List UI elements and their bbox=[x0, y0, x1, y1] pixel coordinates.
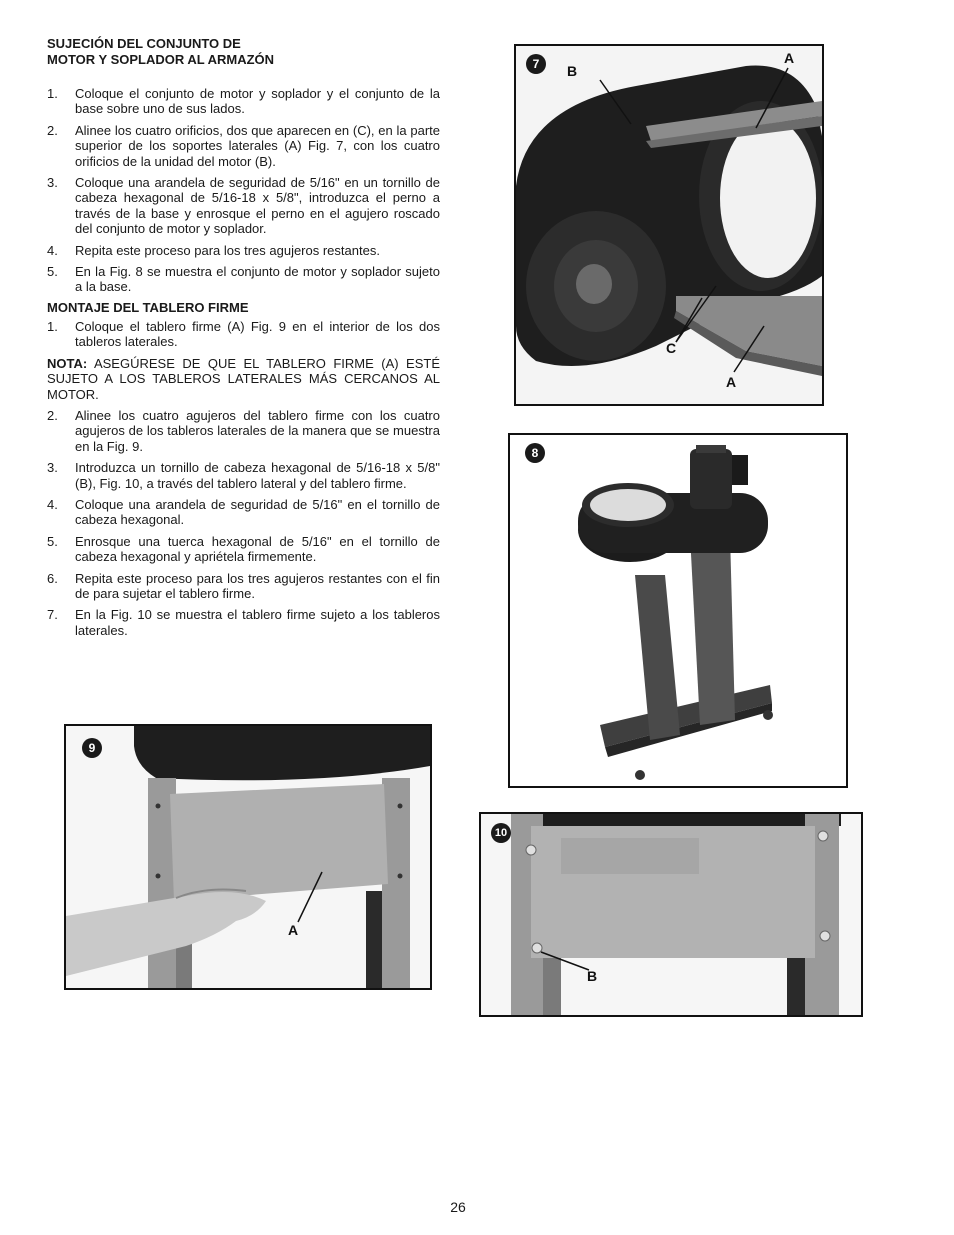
step-text: En la Fig. 8 se muestra el conjunto de motor y soplador sujeto a la base. bbox=[75, 264, 440, 295]
note-paragraph bbox=[47, 356, 440, 402]
step-2-7 bbox=[47, 607, 440, 638]
section-heading-motor-blower bbox=[47, 36, 440, 68]
step-text: Repita este proceso para los tres agujeros restantes. bbox=[75, 242, 380, 258]
step-1-2 bbox=[47, 123, 440, 169]
step-text: Enrosque una tuerca hexagonal de 5/16" en el tornillo de cabeza hexagonal y apriétela firmemente. bbox=[75, 533, 440, 565]
figure-9-badge: 9 bbox=[82, 738, 102, 758]
callout-b: B bbox=[587, 968, 598, 984]
figure-10-badge: 10 bbox=[491, 823, 511, 843]
step-number: 4. bbox=[47, 242, 58, 258]
step-text: Coloque el conjunto de motor y soplador y el conjunto de la base sobre uno de sus lados. bbox=[75, 86, 440, 117]
step-text: Repita este proceso para los tres agujeros restantes con el fin de para sujetar el tablero firme. bbox=[75, 570, 440, 601]
step-text: Coloque una arandela de seguridad de 5/16" en el tornillo de cabeza hexagonal. bbox=[75, 496, 440, 528]
page-number: 26 bbox=[450, 1199, 466, 1215]
step-1-4 bbox=[47, 243, 440, 258]
step-1-1 bbox=[47, 86, 440, 117]
step-number: 7. bbox=[47, 607, 58, 623]
step-2-1 bbox=[47, 319, 440, 350]
callout-a: A bbox=[288, 922, 299, 938]
step-1-3 bbox=[47, 175, 440, 237]
step-2-6 bbox=[47, 571, 440, 602]
step-number: 6. bbox=[47, 570, 58, 586]
step-number: 1. bbox=[47, 86, 58, 101]
step-number: 1. bbox=[47, 318, 58, 334]
step-text: Coloque una arandela de seguridad de 5/16" en un tornillo de cabeza hexagonal de 5/16-18 x 5/8", introduzca el perno a través de la base y enrosque el perno en el agujero roscado del conjunto de motor y soplador. bbox=[75, 175, 440, 237]
figure-9-illustration bbox=[66, 726, 430, 988]
step-2-2 bbox=[47, 408, 440, 454]
callout-b: B bbox=[567, 63, 578, 79]
note-label: NOTA: bbox=[47, 355, 88, 371]
figure-8 bbox=[508, 433, 848, 788]
figure-8-badge: 8 bbox=[525, 443, 545, 463]
callout-c: C bbox=[666, 340, 677, 356]
step-text: Alinee los cuatro agujeros del tablero firme con los cuatro agujeros de los tableros laterales de la manera que se muestra en la Fig. 9. bbox=[75, 407, 440, 454]
step-number: 5. bbox=[47, 533, 58, 549]
instructions-column bbox=[47, 36, 440, 638]
step-2-3 bbox=[47, 460, 440, 491]
heading-line-1: SUJECIÓN DEL CONJUNTO DE bbox=[47, 36, 241, 51]
callout-a-bottom: A bbox=[726, 374, 737, 390]
figure-8-illustration bbox=[510, 435, 846, 786]
step-2-4 bbox=[47, 497, 440, 528]
step-2-5 bbox=[47, 534, 440, 565]
step-text: En la Fig. 10 se muestra el tablero firme sujeto a los tableros laterales. bbox=[75, 607, 440, 638]
figure-10 bbox=[479, 812, 863, 1017]
section-heading-stiffener: MONTAJE DEL TABLERO FIRME bbox=[47, 299, 249, 315]
step-number: 2. bbox=[47, 122, 58, 138]
step-number: 3. bbox=[47, 175, 58, 191]
step-1-5 bbox=[47, 264, 440, 295]
figure-9 bbox=[64, 724, 432, 990]
step-number: 5. bbox=[47, 264, 58, 280]
figure-10-illustration bbox=[481, 814, 861, 1015]
step-number: 3. bbox=[47, 460, 58, 476]
note-text: ASEGÚRESE DE QUE EL TABLERO FIRME (A) ESTÉ SUJETO A LOS TABLEROS LATERALES MÁS CERCANOS AL MOTOR. bbox=[47, 355, 440, 402]
figure-7-badge: 7 bbox=[526, 54, 546, 74]
figure-7 bbox=[514, 44, 824, 406]
step-text: Introduzca un tornillo de cabeza hexagonal de 5/16-18 x 5/8" (B), Fig. 10, a través del tablero lateral y del tablero firme. bbox=[75, 460, 440, 491]
step-text: Coloque el tablero firme (A) Fig. 9 en el interior de los dos tableros laterales. bbox=[75, 318, 440, 350]
step-number: 2. bbox=[47, 407, 58, 423]
step-number: 4. bbox=[47, 496, 58, 512]
callout-a-top: A bbox=[784, 50, 795, 66]
step-text: Alinee los cuatro orificios, dos que aparecen en (C), en la parte superior de los soportes laterales (A) Fig. 7, con los cuatro orificios de la unidad del motor (B). bbox=[75, 122, 440, 169]
heading-line-2: MOTOR Y SOPLADOR AL ARMAZÓN bbox=[47, 52, 275, 67]
